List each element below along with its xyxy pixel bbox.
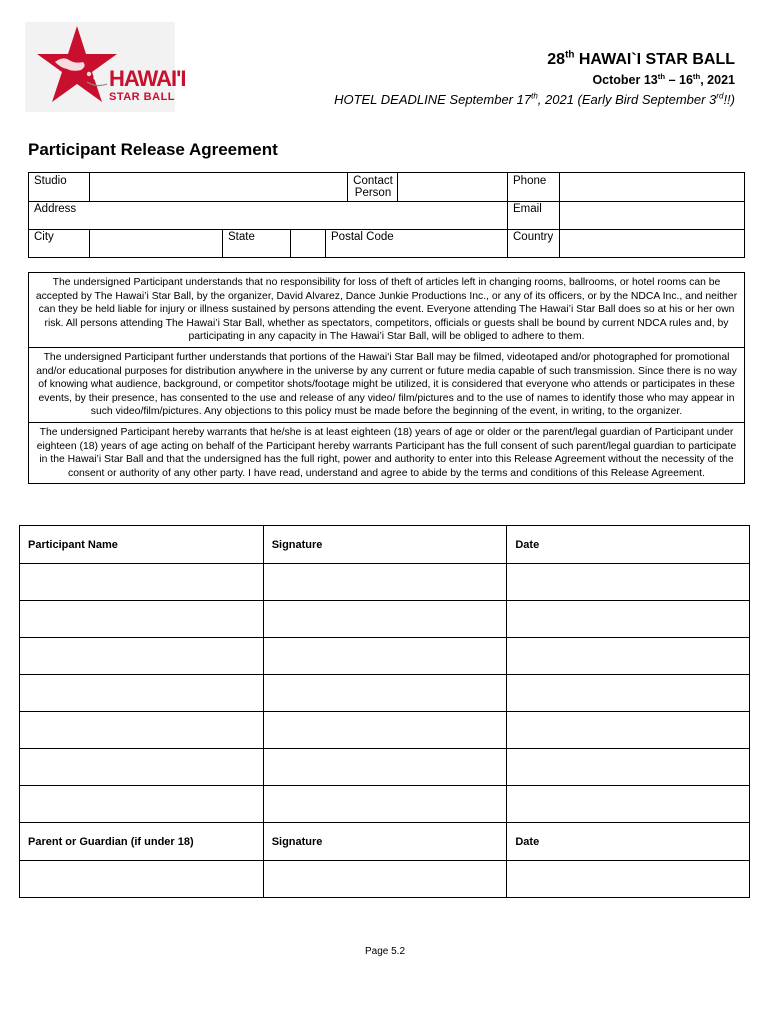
signature-cell[interactable]: [263, 675, 507, 712]
media-consent-paragraph: The undersigned Participant further understands that portions of the Hawai'i Star Ball may be filmed, videotaped and/or photographed for promotional and/or educational purposes for distribution anywhere in the universe by any current or future media capable of such transmission. Since there is no way of knowing what audience, background, or competitor shots/footage might be utilized, it is considered that everyone who attends or participates in these events, by their presence, has consented to the use and release of any video/ film/pictures and to the use of names to identify those who may appear in such video/film/pictures. Any objections to this policy must be made before the beginning of the event, in writing, to the organizer.: [29, 347, 744, 422]
date-cell[interactable]: [507, 564, 750, 601]
email-field[interactable]: [560, 201, 744, 229]
postal-code-field[interactable]: [326, 229, 508, 257]
hawaii-star-ball-logo: [25, 22, 186, 112]
logo-starball-text: STAR BALL: [109, 91, 176, 103]
liability-paragraph: The undersigned Participant understands that no responsibility for loss of theft of articles left in changing rooms, ballrooms, or hotel rooms can be accepted by The Hawai’i Star Ball, by the organizer, David Alvarez, Dance Junkie Productions Inc., or any of its officers, or by the NDCA Inc., and neither can they be held liable for injury or illness sustained by persons attending the event. Everyone attending The Hawai’i Star Ball does so at his or her own risk. All persons attending The Hawai’i Star Ball, whether as spectators, competitors, officials or guests shall be bound by current NDCA rules and, by participating in any capacity in The Hawai’i Star Ball, will be obliged to adhere to them.: [35, 277, 738, 343]
state-value-field[interactable]: [291, 229, 326, 257]
signature-header: Signature: [263, 526, 507, 564]
participant-name-cell[interactable]: [20, 712, 264, 749]
studio-label: Studio: [34, 175, 67, 187]
age-warranty-paragraph: The undersigned Participant hereby warrants that he/she is at least eighteen (18) years of age or older or the parent/legal guardian of Participant under eighteen (18) years of age acting on behalf of the Participant hereby warrants Participant has the full consent of such parent/legal guardian to participate in the Hawai’i Star Ball and that the undersigned has the full right, power and authority to enter into this Release Agreement without the necessity of the consent or authority of any other party. I have read, understand and agree to abide by the terms and conditions of this Release Agreement.: [29, 422, 744, 483]
participant-name-cell[interactable]: [20, 749, 264, 786]
participant-name-cell[interactable]: [20, 564, 264, 601]
participant-name-cell[interactable]: [20, 675, 264, 712]
participant-name-cell[interactable]: [20, 601, 264, 638]
table-row: [20, 601, 750, 638]
date-cell[interactable]: [507, 712, 750, 749]
participant-name-header: Participant Name: [20, 526, 264, 564]
guardian-date-cell[interactable]: [507, 861, 750, 898]
table-row: [20, 861, 750, 898]
table-row: [20, 675, 750, 712]
table-row: [20, 749, 750, 786]
guardian-name-cell[interactable]: [20, 861, 264, 898]
logo-hawaii-text: HAWAI'I: [109, 66, 186, 91]
country-field[interactable]: [560, 229, 744, 257]
participant-name-cell[interactable]: [20, 786, 264, 823]
participant-header-row: [20, 526, 750, 564]
postal-code-label: Postal Code: [331, 231, 394, 243]
date-header: Date: [507, 526, 750, 564]
guardian-header-row: [20, 823, 750, 861]
address-field[interactable]: [29, 201, 508, 229]
page-number: Page 5.2: [364, 946, 406, 957]
city-label: City: [34, 231, 54, 243]
hotel-deadline: HOTEL DEADLINE September 17th, 2021 (Early Bird September 3rd!!): [334, 91, 735, 107]
signature-cell[interactable]: [263, 712, 507, 749]
participant-name-cell[interactable]: [20, 638, 264, 675]
guardian-name-header: Parent or Guardian (if under 18): [20, 823, 264, 861]
signature-cell[interactable]: [263, 786, 507, 823]
form-title: Participant Release Agreement: [28, 140, 278, 159]
contact-info-table: [28, 172, 745, 258]
signature-cell[interactable]: [263, 601, 507, 638]
event-title: 28th HAWAI`I STAR BALL: [547, 49, 735, 68]
signature-table: [19, 525, 750, 898]
table-row: [20, 712, 750, 749]
phone-label: Phone: [513, 175, 547, 187]
event-dates: October 13th – 16th, 2021: [592, 71, 735, 87]
studio-field[interactable]: [90, 173, 348, 201]
city-field[interactable]: [90, 229, 223, 257]
signature-cell[interactable]: [263, 749, 507, 786]
country-label: Country: [513, 231, 554, 243]
email-label: Email: [513, 203, 542, 215]
state-field[interactable]: [223, 229, 291, 257]
signature-cell[interactable]: [263, 564, 507, 601]
guardian-signature-header: Signature: [263, 823, 507, 861]
date-cell[interactable]: [507, 749, 750, 786]
address-label: Address: [34, 203, 77, 215]
date-cell[interactable]: [507, 638, 750, 675]
release-terms: [28, 272, 745, 484]
table-row: [20, 638, 750, 675]
date-cell[interactable]: [507, 601, 750, 638]
phone-field[interactable]: [560, 173, 744, 201]
date-cell[interactable]: [507, 786, 750, 823]
guardian-date-header: Date: [507, 823, 750, 861]
table-row: [20, 564, 750, 601]
guardian-signature-cell[interactable]: [263, 861, 507, 898]
date-cell[interactable]: [507, 675, 750, 712]
state-label: State: [228, 231, 255, 243]
table-row: [20, 786, 750, 823]
signature-cell[interactable]: [263, 638, 507, 675]
contact-person-field[interactable]: [398, 173, 508, 201]
contact-person-label: Contact Person: [353, 175, 393, 199]
